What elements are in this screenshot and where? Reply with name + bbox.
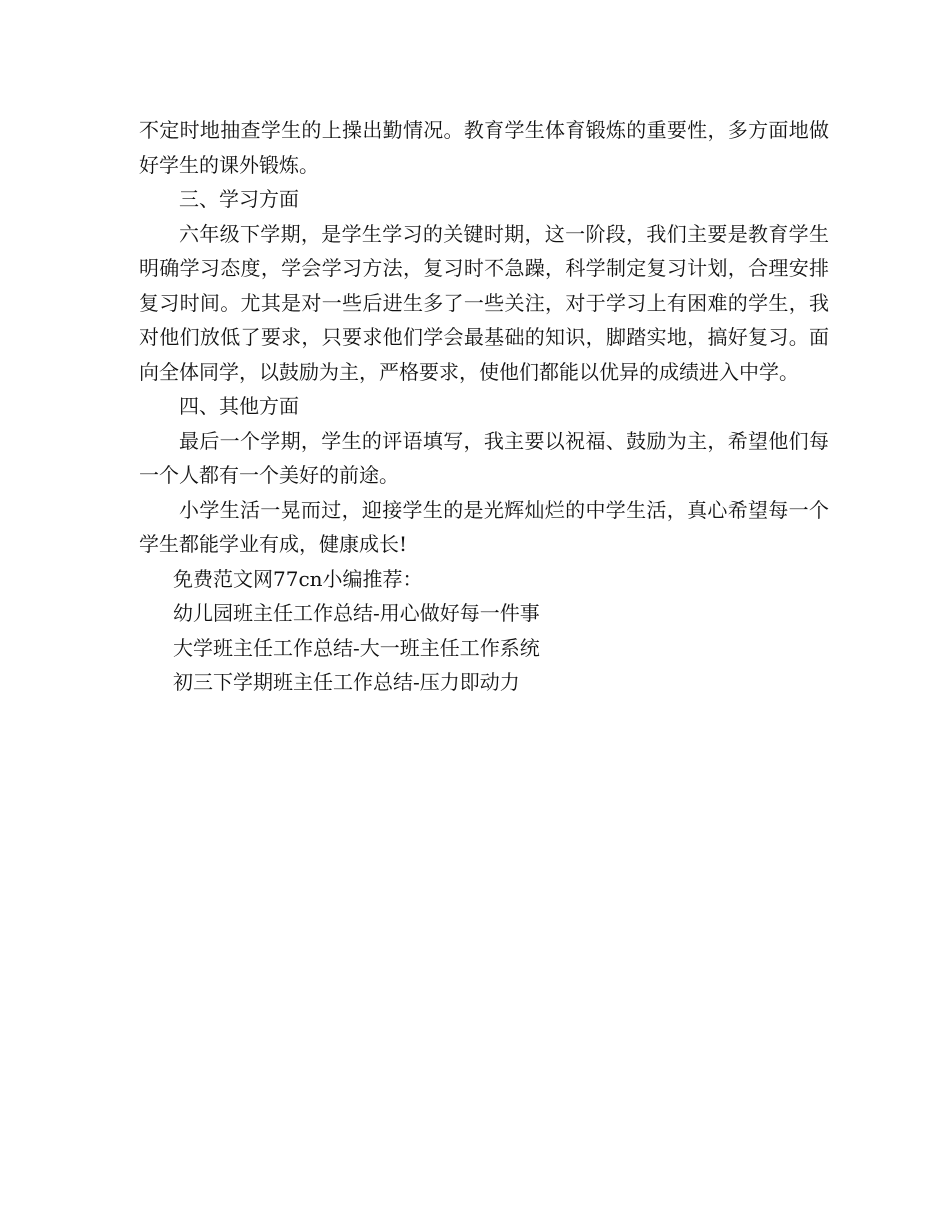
recommend-link-kindergarten[interactable]: 幼儿园班主任工作总结-用心做好每一件事 — [173, 601, 540, 625]
paragraph-closing: 小学生活一晃而过，迎接学生的是光辉灿烂的中学生活，真心希望每一个学生都能学业有成，健康成长! — [139, 497, 829, 556]
recommend-link-junior-high[interactable]: 初三下学期班主任工作总结-压力即动力 — [173, 670, 520, 694]
recommend-link-university[interactable]: 大学班主任工作总结-大一班主任工作系统 — [173, 635, 540, 660]
recommend-label: 免费范文网77cn小编推荐： — [173, 566, 423, 591]
section-heading-study: 三、学习方面 — [179, 187, 299, 211]
paragraph-comments: 最后一个学期，学生的评语填写，我主要以祝福、鼓励为主，希望他们每一个人都有一个美好的前途。 — [139, 428, 829, 487]
section-heading-other: 四、其他方面 — [179, 394, 299, 418]
document-body — [139, 113, 829, 700]
paragraph-continuation: 不定时地抽查学生的上操出勤情况。教育学生体育锻炼的重要性，多方面地做好学生的课外锻炼。 — [139, 118, 829, 177]
paragraph-study: 六年级下学期，是学生学习的关键时期，这一阶段，我们主要是教育学生明确学习态度，学会学习方法，复习时不急躁，科学制定复习计划，合理安排复习时间。尤其是对一些后进生多了一些关注，对于学习上有困难的学生，我对他们放低了要求，只要求他们学会最基础的知识，脚踏实地，搞好复习。面向全体同学，以鼓励为主，严格要求，使他们都能以优异的成绩进入中学。 — [139, 221, 829, 384]
